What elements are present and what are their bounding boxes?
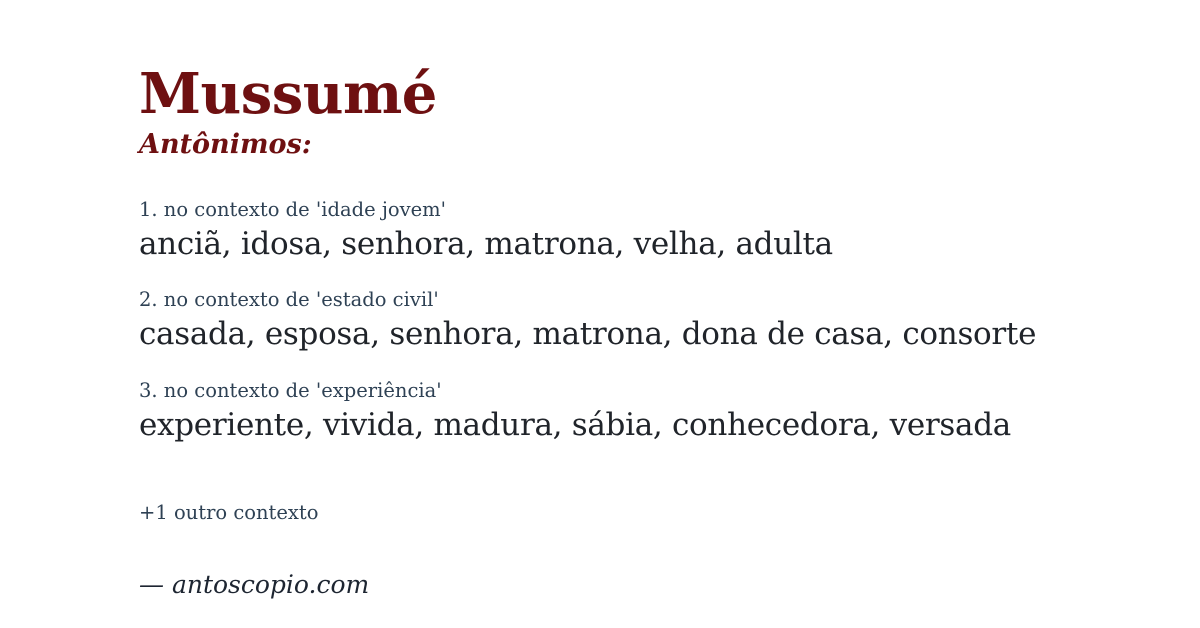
sense-context-label: 1. no contexto de 'idade jovem': [139, 197, 447, 221]
more-contexts-link[interactable]: +1 outro contexto: [139, 501, 319, 525]
word-title: Mussumé: [139, 61, 437, 127]
sense-block-2: [139, 288, 1140, 354]
sense-antonym-list: casada, esposa, senhora, matrona, dona de casa, consorte: [139, 316, 1037, 353]
sense-antonym-list: experiente, vivida, madura, sábia, conhecedora, versada: [139, 407, 1011, 444]
sense-context-label: 3. no contexto de 'experiência': [139, 378, 442, 402]
sense-antonym-list: anciã, idosa, senhora, matrona, velha, adulta: [139, 225, 833, 262]
sense-context-label: 2. no contexto de 'estado civil': [139, 288, 439, 312]
site-attribution: — antoscopio.com: [139, 570, 370, 600]
antonyms-heading: Antônimos:: [139, 129, 312, 161]
sense-block-3: [139, 379, 1140, 445]
sense-block-1: [139, 198, 1140, 264]
